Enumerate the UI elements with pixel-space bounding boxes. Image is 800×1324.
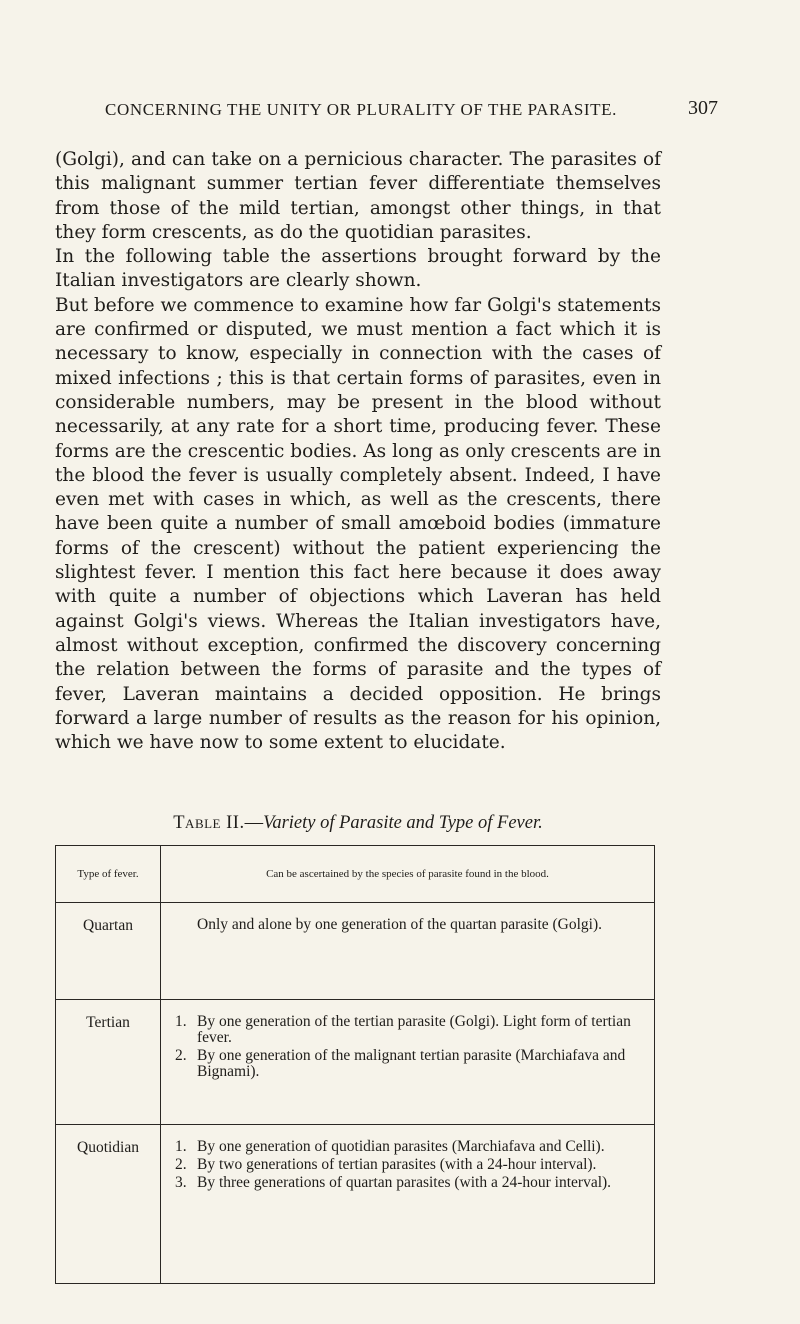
description-cell [161, 1125, 655, 1284]
table-row [56, 903, 655, 1000]
item-text: By one generation of quotidian parasites (Marchiafava and Celli). [197, 1138, 605, 1155]
table-caption-label: Table II. [173, 813, 245, 833]
table-row [56, 1125, 655, 1284]
item-text: By three generations of quartan parasites (with a 24-hour interval). [197, 1174, 612, 1191]
fever-type-cell: Quartan [56, 903, 161, 1000]
paragraph: In the following table the assertions brought forward by the Italian investigators are clearly shown. [55, 246, 661, 292]
description-cell [161, 903, 655, 1000]
running-title: CONCERNING THE UNITY OR PLURALITY OF THE PARASITE. [105, 100, 617, 119]
description-cell [161, 1000, 655, 1125]
list-item [175, 1048, 648, 1080]
item-number: 2. [175, 1156, 187, 1173]
table-row [56, 1000, 655, 1125]
fever-type-cell: Quotidian [56, 1125, 161, 1284]
page-number: 307 [688, 97, 718, 119]
list-item [175, 1157, 648, 1173]
list-item [175, 1014, 648, 1046]
item-text: By two generations of tertian parasites (with a 24-hour interval). [197, 1156, 597, 1173]
table-caption: Table II.—Variety of Parasite and Type of Fever. [173, 813, 543, 833]
paragraph: But before we commence to examine how far Golgi's statements are confirmed or disputed, we must mention a fact which it is necessary to know, especially in connection with the cases of mixed infections ; this is that certain forms of parasites, even in considerable numbers, may be present in the blood without necessarily, at any rate for a short time, producing fever. These forms are the crescentic bodies. As long as only crescents are in the blood the fever is usually completely absent. Indeed, I have even met with cases in which, as well as the crescents, there have been quite a number of small amœboid bodies (immature forms of the crescent) without the patient experiencing the slightest fever. I mention this fact here because it does away with quite a number of objections which Laveran has held against Golgi's views. Whereas the Italian investigators have, almost without exception, confirmed the discovery concerning the relation between the forms of parasite and the types of fever, Laveran maintains a decided opposition. He brings forward a large number of results as the reason for his opinion, which we have now to some extent to elucidate. [55, 294, 661, 754]
item-text: By one generation of the malignant tertian parasite (Marchiafava and Bignami). [197, 1047, 626, 1080]
item-text: Only and alone by one generation of the quartan parasite (Golgi). [197, 916, 603, 933]
item-number: 3. [175, 1174, 187, 1191]
item-number: 1. [175, 1013, 187, 1030]
paragraph: (Golgi), and can take on a pernicious character. The parasites of this malignant summer tertian fever differentiate themselves from those of the mild tertian, amongst other things, in that they form crescents, as do the quotidian parasites. [55, 149, 661, 243]
item-text: By one generation of the tertian parasite (Golgi). Light form of tertian fever. [197, 1013, 631, 1046]
table-caption-title: Variety of Parasite and Type of Fever. [263, 813, 543, 833]
fever-type-cell: Tertian [56, 1000, 161, 1125]
item-number: 2. [175, 1047, 187, 1064]
list-item [175, 1139, 648, 1155]
list-item [175, 1175, 648, 1191]
table-header-row [56, 846, 655, 903]
column-header-description: Can be ascertained by the species of parasite found in the blood. [161, 846, 655, 903]
list-item [175, 917, 648, 933]
body-text [55, 148, 661, 755]
fever-parasite-table [55, 845, 655, 1284]
item-number: 1. [175, 1138, 187, 1155]
column-header-type: Type of fever. [56, 846, 161, 903]
